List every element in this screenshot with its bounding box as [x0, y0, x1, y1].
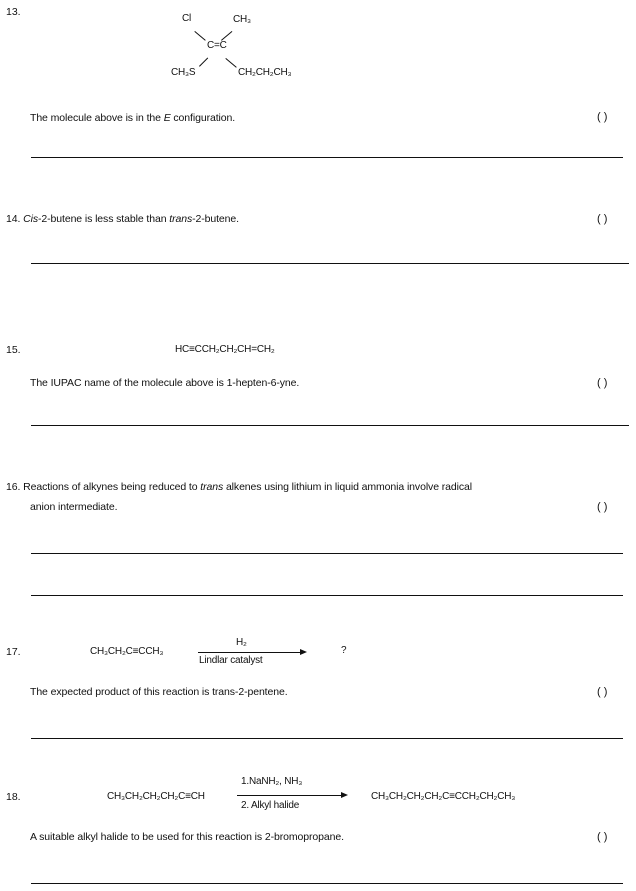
- q13-bond-lower-left: [199, 58, 208, 67]
- q15-answer-line[interactable]: [31, 425, 629, 426]
- q14-statement-suffix: -2-butene.: [192, 213, 239, 225]
- q16-italic-trans: trans: [200, 481, 224, 493]
- q13-propyl-label: CH₂CH₂CH₃: [238, 67, 292, 78]
- q14-statement: [6, 213, 239, 225]
- q13-bond-lower-right: [225, 58, 236, 68]
- q17-reactant: CH₃CH₂C≡CCH₃: [90, 646, 164, 657]
- q17-number: 17.: [6, 646, 21, 658]
- q17-reagent-top: H₂: [236, 637, 247, 648]
- q15-answer-box[interactable]: ( ): [597, 377, 608, 389]
- q17-reaction-arrow-line: [198, 652, 300, 653]
- q16-number: 16.: [6, 481, 21, 493]
- q18-statement: A suitable alkyl halide to be used for this reaction is 2-bromopropane.: [30, 831, 344, 843]
- q13-statement-italic: E: [163, 112, 171, 124]
- q13-statement: [30, 112, 235, 124]
- q18-answer-box[interactable]: ( ): [597, 831, 608, 843]
- q14-italic-cis: Cis: [23, 213, 38, 225]
- q14-statement-mid: -2-butene is less stable than: [38, 213, 170, 225]
- q18-reactant: CH₃CH₂CH₂CH₂C≡CH: [107, 791, 205, 802]
- q18-reagent-bottom: 2. Alkyl halide: [241, 800, 300, 811]
- q14-number: 14.: [6, 213, 21, 225]
- q16-statement-prefix: Reactions of alkynes being reduced to: [23, 481, 201, 493]
- q13-bond-upper-left: [194, 31, 205, 41]
- q17-product: ?: [341, 645, 347, 656]
- q18-product: CH₃CH₂CH₂CH₂C≡CCH₂CH₂CH₃: [371, 791, 516, 802]
- q13-number: 13.: [6, 6, 21, 18]
- q17-reagent-bottom: Lindlar catalyst: [199, 655, 263, 666]
- q13-answer-line[interactable]: [31, 157, 623, 158]
- q16-answer-line-1[interactable]: [31, 553, 623, 554]
- q18-reaction-arrow-head: [341, 792, 348, 798]
- q17-answer-box[interactable]: ( ): [597, 686, 608, 698]
- q18-number: 18.: [6, 791, 21, 803]
- q17-reaction-arrow-head: [300, 649, 307, 655]
- q16-answer-line-2[interactable]: [31, 595, 623, 596]
- q15-number: 15.: [6, 344, 21, 356]
- q18-answer-line[interactable]: [31, 883, 623, 884]
- q17-answer-line[interactable]: [31, 738, 623, 739]
- q13-ch3-label: CH₃: [233, 14, 251, 25]
- q15-statement: The IUPAC name of the molecule above is 1-hepten-6-yne.: [30, 377, 300, 389]
- q14-answer-box[interactable]: ( ): [597, 213, 608, 225]
- q14-answer-line[interactable]: [31, 263, 629, 264]
- q13-statement-suffix: configuration.: [170, 112, 236, 124]
- q13-double-bond-label: C=C: [207, 40, 227, 51]
- q15-formula: HC≡CCH₂CH₂CH=CH₂: [175, 344, 275, 355]
- q16-statement: [6, 481, 472, 493]
- q13-ch3s-label: CH₃S: [171, 67, 196, 78]
- q13-answer-box[interactable]: ( ): [597, 111, 608, 123]
- q16-answer-box[interactable]: ( ): [597, 501, 608, 513]
- q16-statement-suffix: alkenes using lithium in liquid ammonia involve radical: [223, 481, 472, 493]
- q14-italic-trans: trans: [169, 213, 193, 225]
- q17-statement: The expected product of this reaction is trans-2-pentene.: [30, 686, 288, 698]
- q13-statement-prefix: The molecule above is in the: [30, 112, 164, 124]
- q18-reagent-top: 1.NaNH₂, NH₃: [241, 776, 303, 787]
- q13-cl-label: Cl: [182, 13, 192, 24]
- q16-statement-line2: anion intermediate.: [30, 501, 118, 513]
- q18-reaction-arrow-line: [237, 795, 341, 796]
